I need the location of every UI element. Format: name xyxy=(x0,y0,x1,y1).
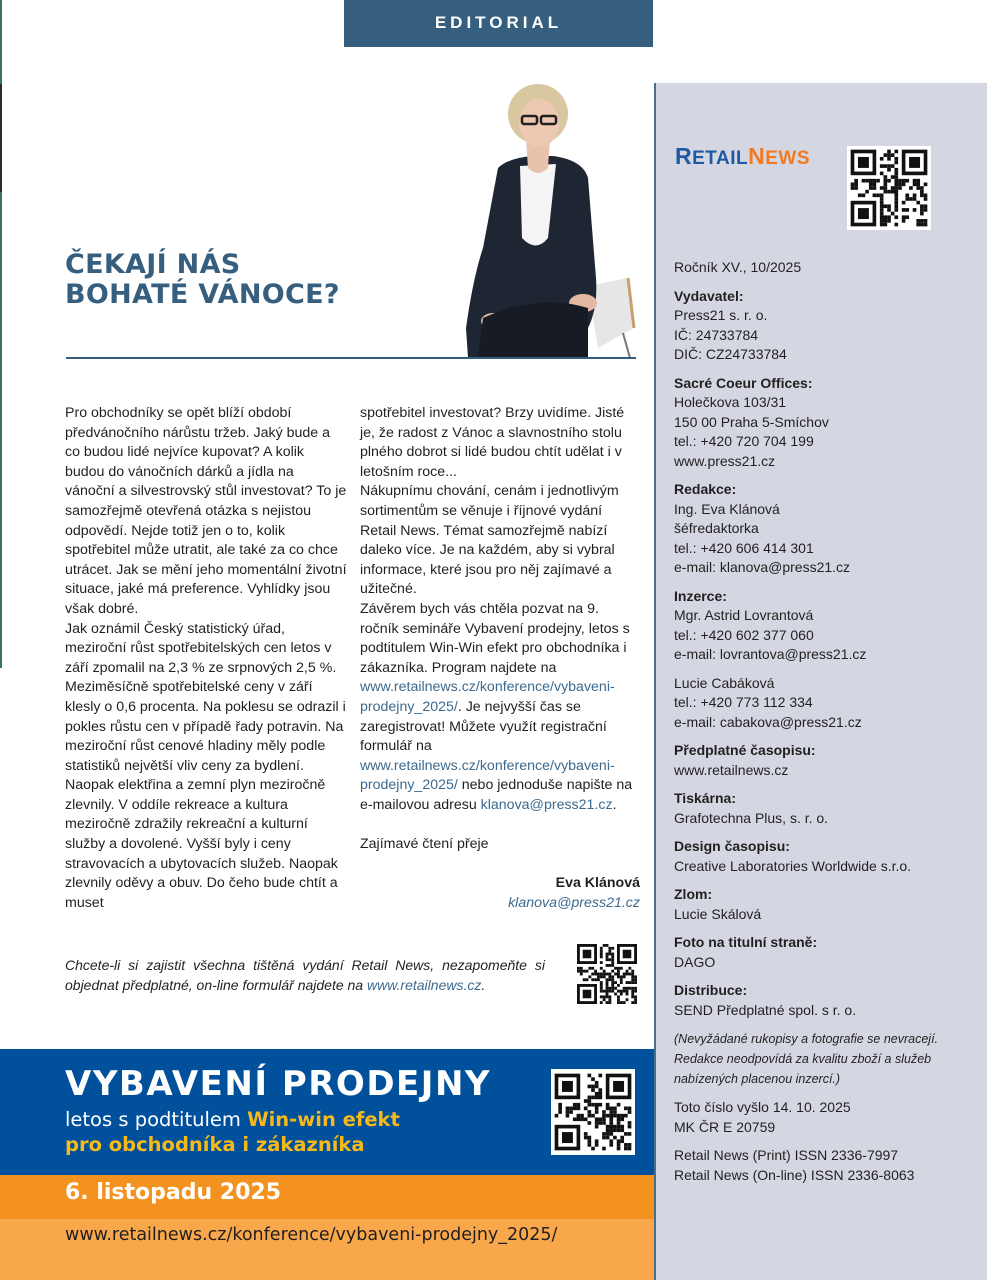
signature xyxy=(360,874,640,913)
masthead-label: Sacré Coeur Offices: xyxy=(674,374,813,391)
retailnews-logo xyxy=(675,143,810,170)
page-edge-strip xyxy=(0,0,2,668)
issue-date: Toto číslo vyšlo 14. 10. 2025 xyxy=(674,1099,851,1115)
masthead-label: Předplatné časopisu: xyxy=(674,742,816,758)
masthead-line: e-mail: lovrantova@press21.cz xyxy=(674,646,867,662)
masthead-line: Holečkova 103/31 xyxy=(674,394,787,410)
masthead-line: DIČ: CZ24733784 xyxy=(674,346,787,362)
masthead-label: Distribuce: xyxy=(674,982,748,998)
masthead-block xyxy=(674,981,974,1020)
banner-subtitle xyxy=(65,1107,400,1157)
masthead-block xyxy=(674,933,974,972)
issn-print: Retail News (Print) ISSN 2336-7997 xyxy=(674,1147,899,1163)
subscription-qr-code-icon[interactable] xyxy=(577,943,637,1005)
signature-name: Eva Klánová xyxy=(555,875,640,892)
volume: Ročník XV., 10/2025 xyxy=(674,259,802,275)
article-column-1 xyxy=(65,404,347,913)
qr-code-graphic xyxy=(847,146,931,230)
masthead-line: www.retailnews.cz xyxy=(674,761,789,778)
banner-qr-code-icon[interactable] xyxy=(551,1069,635,1155)
logo-retail: RETAIL xyxy=(675,143,749,169)
masthead-label: Zlom: xyxy=(674,886,713,902)
masthead-block xyxy=(674,587,974,665)
section-tab: EDITORIAL xyxy=(344,0,653,47)
headline-line-2: BOHATÉ VÁNOCE? xyxy=(65,279,340,310)
invitation-text: nebo jednoduše napište na e-mailovou adresu xyxy=(360,777,633,813)
masthead-label: Redakce: xyxy=(674,481,737,497)
masthead-line: e-mail: cabakova@press21.cz xyxy=(674,713,862,730)
masthead-block xyxy=(674,287,974,365)
masthead-line: šéfredaktorka xyxy=(674,520,759,536)
qr-code-graphic xyxy=(577,943,637,1005)
subscription-note xyxy=(65,955,545,995)
sidebar-qr-code-icon[interactable] xyxy=(847,146,931,230)
masthead-line: Ing. Eva Klánová xyxy=(674,500,780,517)
masthead-label: Foto na titulní straně: xyxy=(674,934,818,950)
masthead-label: Vydavatel: xyxy=(674,287,744,304)
masthead-line: IČ: 24733784 xyxy=(674,326,759,343)
masthead-block xyxy=(674,480,974,578)
masthead-line: Lucie Cabáková xyxy=(674,674,775,691)
masthead-label: Tiskárna: xyxy=(674,790,736,806)
masthead-line: DAGO xyxy=(674,953,716,970)
qr-code-graphic xyxy=(551,1069,635,1155)
article-paragraph-invitation xyxy=(360,600,640,816)
masthead-line: Grafotechna Plus, s. r. o. xyxy=(674,809,829,826)
registration-link[interactable]: www.retailnews.cz/konference/vybaveni-prodejny_2025/ xyxy=(360,757,615,794)
subscription-text: Chcete-li si zajistit všechna tištěná vydání Retail News, nezapomeňte si objednat předplatné, on-line formulář najdete na xyxy=(65,957,545,993)
masthead-line: Mgr. Astrid Lovrantová xyxy=(674,607,814,623)
article-paragraph: Jak oznámil Český statistický úřad, meziroční růst spotřebitelských cen letos v září zpomalil na 2,3 % ze srpnových 2,5 %. Meziměsíčně spotřebitelské ceny v září klesly o 0,6 procenta. Na poklesu se odrazil i pokles růstu cen v případě řady potravin. Na meziroční růst cenové hladiny měly podle statistiků největší vliv ceny za bydlení. Naopak elektřina a zemní plyn meziročně zlevnily. V oddíle rekreace a kultura meziročně zdražily rekreační a kulturní služby a dovolené. Vyšší byly i ceny stravovacích a ubytovacích služeb. Naopak zlevnily oděvy a obuv. Do čeho bude chtít a muset xyxy=(65,620,346,911)
masthead-info xyxy=(674,258,974,1194)
masthead-line: tel.: +420 606 414 301 xyxy=(674,539,814,556)
email-link[interactable]: klanova@press21.cz xyxy=(480,796,613,813)
masthead-line: tel.: +420 720 704 199 xyxy=(674,433,814,449)
masthead-line: tel.: +420 773 112 334 xyxy=(674,694,813,710)
subscription-text-end: . xyxy=(481,977,486,993)
masthead-block xyxy=(674,885,974,924)
masthead-line: 150 00 Praha 5-Smíchov xyxy=(674,413,829,430)
subscription-link[interactable]: www.retailnews.cz xyxy=(366,977,482,993)
editor-portrait-photo xyxy=(438,78,638,358)
article-paragraph: spotřebitel investovat? Brzy uvidíme. Jisté je, že radost z Vánoc a slavnostního stolu plného dobrot si lidé budou chtít udělat i v letošním roce... xyxy=(360,405,625,480)
masthead-block xyxy=(674,741,974,780)
masthead-line: e-mail: klanova@press21.cz xyxy=(674,559,851,575)
masthead-block xyxy=(674,837,974,876)
banner-date: 6. listopadu 2025 xyxy=(65,1180,282,1205)
banner-subtitle-highlight: Win-win efekt xyxy=(247,1108,400,1131)
invitation-text: Závěrem bych vás chtěla pozvat na 9. ročník semináře Vybavení prodejny, letos s podtitulem Win-Win efekt pro obchodníka i zákazníka. Program najdete na xyxy=(360,600,630,676)
masthead-label: Inzerce: xyxy=(674,587,727,604)
masthead-line: Creative Laboratories Worldwide s.r.o. xyxy=(674,857,912,874)
headline-line-1: ČEKAJÍ NÁS xyxy=(65,249,241,280)
masthead-label: Design časopisu: xyxy=(674,838,790,854)
issn-info xyxy=(674,1146,974,1185)
logo-news: NEWS xyxy=(748,143,811,169)
masthead-line: Lucie Skálová xyxy=(674,905,762,922)
masthead-block xyxy=(674,674,974,733)
banner-url[interactable]: www.retailnews.cz/konference/vybaveni-prodejny_2025/ xyxy=(65,1225,558,1245)
issue-info xyxy=(674,1098,974,1137)
invitation-text: . xyxy=(612,796,617,813)
masthead-line: SEND Předplatné spol. s r. o. xyxy=(674,1001,857,1018)
article-paragraph: Nákupnímu chování, cenám i jednotlivým sortimentům se věnuje i říjnové vydání Retail News. Témat samozřejmě nabízí daleko více. Je na každém, aby si vybral informace, které jsou pro něj zajímavé a užitečné. xyxy=(360,483,619,598)
banner-subtitle-highlight: pro obchodníka i zákazníka xyxy=(65,1133,365,1156)
banner-title: VYBAVENÍ PRODEJNY xyxy=(65,1064,492,1104)
banner-subtitle-plain: letos s podtitulem xyxy=(65,1108,248,1131)
conference-link[interactable]: www.retailnews.cz/konference/vybaveni-prodejny_2025/ xyxy=(360,679,615,715)
headline-rule xyxy=(66,357,636,359)
masthead-line: tel.: +420 602 377 060 xyxy=(674,626,814,643)
article-column-2 xyxy=(360,404,640,913)
masthead-block xyxy=(674,374,974,472)
page-edge-dark-segment xyxy=(0,84,2,192)
closing-text: Zajímavé čtení přeje xyxy=(360,836,489,853)
masthead-line: www.press21.cz xyxy=(674,452,776,469)
invitation-text: . Je nejvyšší čas se zaregistrovat! Můžete využít registrační formulář na xyxy=(360,698,607,755)
masthead-block xyxy=(674,789,974,828)
disclaimer-note: (Nevyžádané rukopisy a fotografie se nevracejí. Redakce neodpovídá za kvalitu zboží a služeb nabízených placenou inzercí.) xyxy=(674,1032,939,1086)
chair-leg xyxy=(623,333,630,358)
issn-online: Retail News (On-line) ISSN 2336-8063 xyxy=(674,1166,915,1183)
masthead-line: Press21 s. r. o. xyxy=(674,307,768,323)
article-paragraph: Pro obchodníky se opět blíží období předvánočního nárůstu tržeb. Jaký bude a co budou lidé nejvíce kupovat? A kolik budou do vánočních dárků a jídla na vánoční a silvestrovský stůl investovat? To je samozřejmě otevřená otázka s nejistou odpovědí. Nejde totiž jen o to, kolik spotřebitel může utratit, ale také za co chce utrácet. Jak se mění jeho momentální životní situace, jaké má preference. Vyhlídky jsou však dobré. xyxy=(65,405,347,617)
registration-number: MK ČR E 20759 xyxy=(674,1118,776,1135)
signature-email[interactable]: klanova@press21.cz xyxy=(508,894,640,911)
headline xyxy=(65,250,340,310)
